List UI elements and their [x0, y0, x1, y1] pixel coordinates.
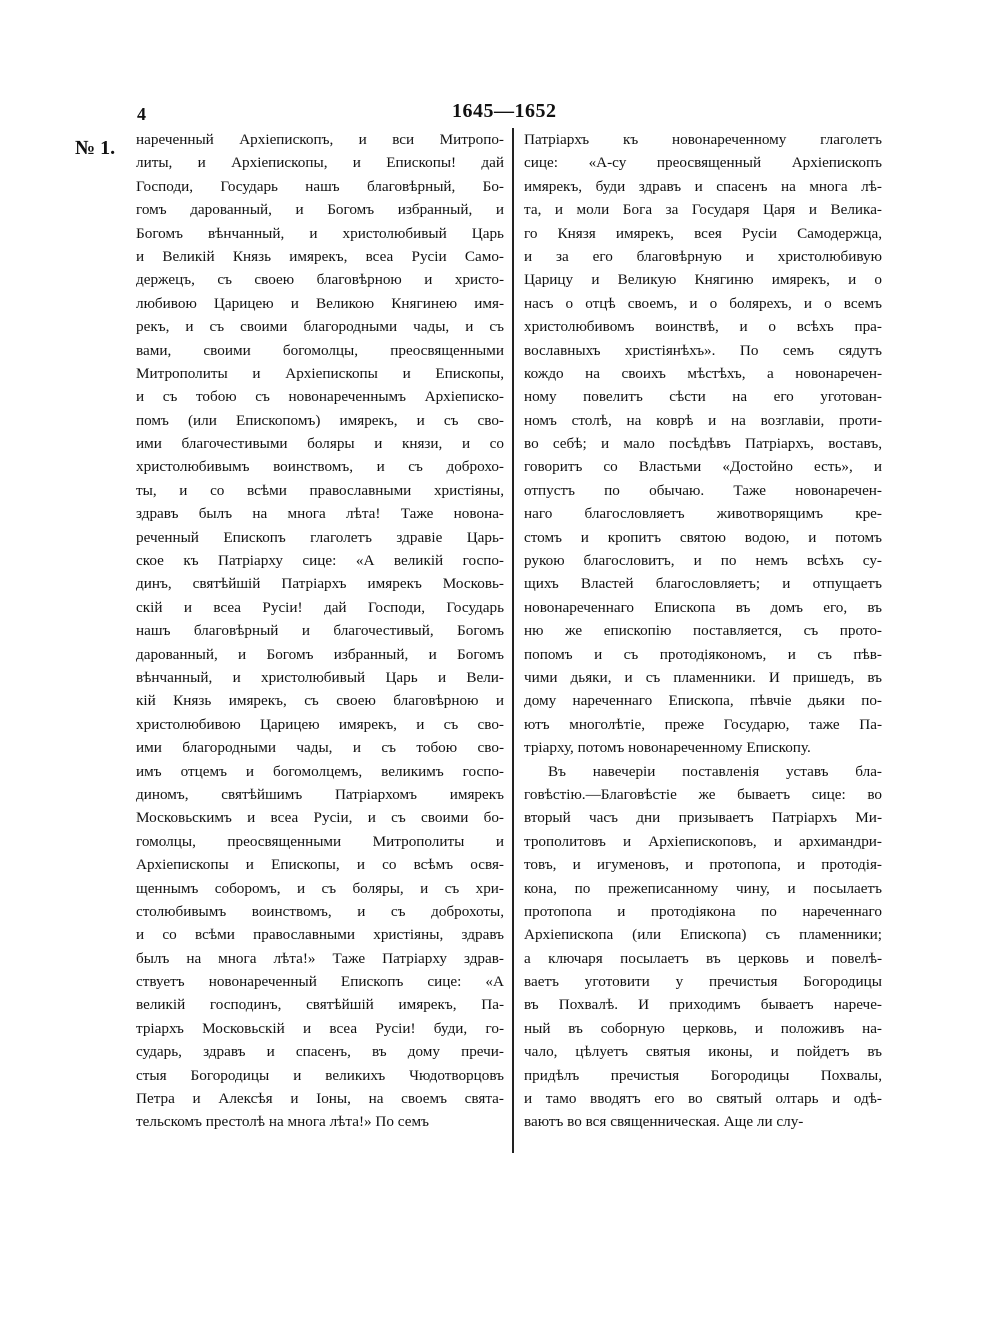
text-line: го Князя имярекъ, всея Русіи Самодержца,	[524, 224, 882, 242]
text-line: стомъ и кропитъ святою водою, и потомъ	[524, 528, 882, 546]
running-header-years: 1645—1652	[452, 100, 557, 122]
text-line: тріархъ Московьскій и всеа Русіи! буди, го-	[136, 1019, 504, 1037]
text-line: вами, своими богомолцы, преосвященными	[136, 341, 504, 359]
text-line: Архіепископы и Епископы, и со всѣмъ освя-	[136, 856, 504, 874]
text-line: номъ столѣ, на коврѣ и на возглавіи, проти-	[524, 411, 882, 429]
text-line: сице: «А-су преосвященный Архіепископъ	[524, 154, 882, 172]
text-line: ню же епископію поставляется, съ прото-	[524, 622, 882, 640]
text-line: Архіепископа (или Епископа) съ пламенники;	[524, 926, 882, 944]
text-line: ваютъ во вся священническая. Аще ли слу-	[524, 1113, 804, 1131]
document-number: № 1.	[75, 137, 116, 159]
text-line: динъ, святѣйшій Патріархъ имярекъ Московь-	[136, 575, 504, 593]
text-line: тельскомъ престолѣ на многа лѣта!» По семъ	[136, 1113, 429, 1131]
text-line: столюбивымъ воинствомъ, и съ доброхоты,	[136, 902, 504, 920]
text-line: вторый часъ дни призываетъ Патріархъ Ми-	[524, 809, 882, 827]
text-line: имъ отцемъ и богомолцемъ, великимъ госпо-	[136, 762, 504, 780]
text-line: наго благословляетъ животворящимъ кре-	[524, 505, 882, 523]
text-line: Царицу и Великую Княгиню имярекъ, и о	[524, 271, 882, 289]
text-line: во себѣ; и мало посѣдѣвъ Патріархъ, воставъ,	[524, 435, 882, 453]
text-line: реченный Епископъ глаголетъ здравіе Царь-	[136, 528, 504, 546]
text-line: чало, цѣлуетъ святыя иконы, и пойдетъ въ	[524, 1043, 882, 1061]
right-text-column	[524, 128, 882, 1134]
text-line: Въ навечеріи поставленія уставъ бла-	[548, 762, 882, 780]
text-line: и со всѣми православными христіяны, здравъ	[136, 926, 504, 944]
text-line: помъ (или Епископомъ) имярекъ, и съ сво-	[136, 411, 504, 429]
text-line: насъ о отцѣ своемъ, и о болярехъ, и о всемъ	[524, 294, 882, 312]
text-line: Митрополиты и Архіепископы и Епископы,	[136, 364, 504, 382]
text-line: христолюбивымъ воинствомъ, и съ доброхо-	[136, 458, 504, 476]
text-line: товъ, и игуменовъ, и протопопа, и протодія-	[524, 856, 882, 874]
text-line: христолюбивою Царицею имярекъ, и съ сво-	[136, 715, 504, 733]
text-line: держецъ, съ своею благовѣрною и христо-	[136, 271, 504, 289]
text-line: та, и моли Бога за Государя Царя и Велика-	[524, 201, 882, 219]
text-line: дарованный, и Богомъ избранный, и Богомъ	[136, 645, 504, 663]
text-line: Петра и Алексѣя и Іоны, на своемъ свята-	[136, 1090, 504, 1108]
left-text-column	[136, 128, 504, 1134]
text-line: ты, и со всѣми православными христіяны,	[136, 481, 504, 499]
text-line: христолюбивомъ воинствѣ, и о всѣхъ пра-	[524, 318, 882, 336]
text-line: въ Похвалѣ. И приходимъ бываетъ нарече-	[524, 996, 882, 1014]
text-line: рекъ, и съ своими благородными чады, и съ	[136, 318, 504, 336]
text-line: диномъ, святѣйшимъ Патріархомъ имярекъ	[136, 785, 504, 803]
text-line: нашъ благовѣрный и благочестивый, Богомъ	[136, 622, 504, 640]
text-line: протопопа и протодіякона по нареченнаго	[524, 902, 882, 920]
text-line: щеннымъ соборомъ, и съ боляры, и съ хри-	[136, 879, 504, 897]
text-line: литы, и Архіепископы, и Епископы! дай	[136, 154, 504, 172]
text-line: а ключаря посылаетъ въ церковь и повелѣ-	[524, 949, 882, 967]
page-number: 4	[137, 104, 146, 124]
text-line: любивою Царицею и Великою Княгинею имя-	[136, 294, 504, 312]
text-line: тріарху, потомъ новонареченному Епископу.	[524, 739, 811, 757]
text-line: новонареченнаго Епископа въ домъ его, въ	[524, 598, 882, 616]
text-line: вѣнчанный, и христолюбивый Царь и Вели-	[136, 668, 504, 686]
text-line: Московьскимъ и всеа Русіи, и съ своими бо-	[136, 809, 504, 827]
text-line: говоритъ со Властьми «Достойно есть», и	[524, 458, 882, 476]
text-line: Богомъ вѣнчанный, и христолюбивый Царь	[136, 224, 504, 242]
text-line: дому нареченнаго Епископа, пѣвчіе дьяки по-	[524, 692, 882, 710]
text-line: ими благородными чады, и съ тобою сво-	[136, 739, 504, 757]
text-line: Господи, Государь нашъ благовѣрный, Бо-	[136, 177, 504, 195]
text-line: попомъ и съ протодіякономъ, и съ пѣв-	[524, 645, 882, 663]
text-line: сударь, здравъ и спасенъ, въ дому пречи-	[136, 1043, 504, 1061]
text-line: рукою благословитъ, и по немъ всѣхъ су-	[524, 552, 882, 570]
text-line: имярекъ, буди здравъ и спасенъ на многа лѣ-	[524, 177, 882, 195]
text-line: трополитовъ и Архіепископовъ, и архимандри-	[524, 832, 882, 850]
text-line: былъ на многа лѣта!» Таже Патріарху здрав-	[136, 949, 504, 967]
text-line: нареченный Архіепископъ, и вси Митропо-	[136, 131, 504, 148]
text-line: говѣстію.—Благовѣстіе же бываетъ сице: во	[524, 785, 882, 803]
text-line: кій Князь имярекъ, съ своею благовѣрною и	[136, 692, 504, 710]
text-line: ный въ соборную церковь, и положивъ на-	[524, 1019, 882, 1037]
text-line: здравъ былъ на многа лѣта! Таже новона-	[136, 505, 504, 523]
text-line: гомолцы, преосвященными Митрополиты и	[136, 832, 504, 850]
text-line: ствуетъ новонареченный Епископъ сице: «А	[136, 973, 504, 991]
text-line: ское къ Патріарху сице: «А великій госпо-	[136, 552, 504, 570]
text-line: гомъ дарованный, и Богомъ избранный, и	[136, 201, 504, 219]
text-line: кождо на своихъ мѣстѣхъ, а новонаречен-	[524, 364, 882, 382]
text-line: и за его благовѣрную и христолюбивую	[524, 247, 882, 265]
text-line: вославныхъ христіянѣхъ». По семъ сядутъ	[524, 341, 882, 359]
text-line: Патріархъ къ новонареченному глаголетъ	[524, 131, 882, 148]
text-line: стыя Богородицы и великихъ Чюдотворцовъ	[136, 1066, 504, 1084]
text-line: великій господинъ, святѣйшій имярекъ, Па-	[136, 996, 504, 1014]
text-line: и съ тобою съ новонареченнымъ Архіеписко-	[136, 388, 504, 406]
text-line: и Великій Князь имярекъ, всеа Русіи Само-	[136, 247, 504, 265]
text-line: придѣлъ пречистыя Богородицы Похвалы,	[524, 1066, 882, 1084]
text-line: ютъ многолѣтіе, преже Государю, таже Па-	[524, 715, 882, 733]
text-line: кона, по прежеписанному чину, и посылаетъ	[524, 879, 882, 897]
text-line: ваетъ уготовити у пречистыя Богородицы	[524, 973, 882, 991]
text-line: ному повелитъ сѣсти на его уготован-	[524, 388, 882, 406]
text-line: щихъ Властей благословляетъ; и отпущаетъ	[524, 575, 882, 593]
text-line: скій и всеа Русіи! дай Господи, Государь	[136, 598, 504, 616]
text-line: отпустъ по обычаю. Таже новонаречен-	[524, 481, 882, 499]
column-divider	[512, 128, 514, 1153]
text-line: чими дьяки, и съ пламенники. И пришедъ, въ	[524, 668, 882, 686]
text-line: и тамо вводятъ его во святый олтарь и одѣ-	[524, 1090, 882, 1108]
text-line: ими благочестивыми боляры и князи, и со	[136, 435, 504, 453]
